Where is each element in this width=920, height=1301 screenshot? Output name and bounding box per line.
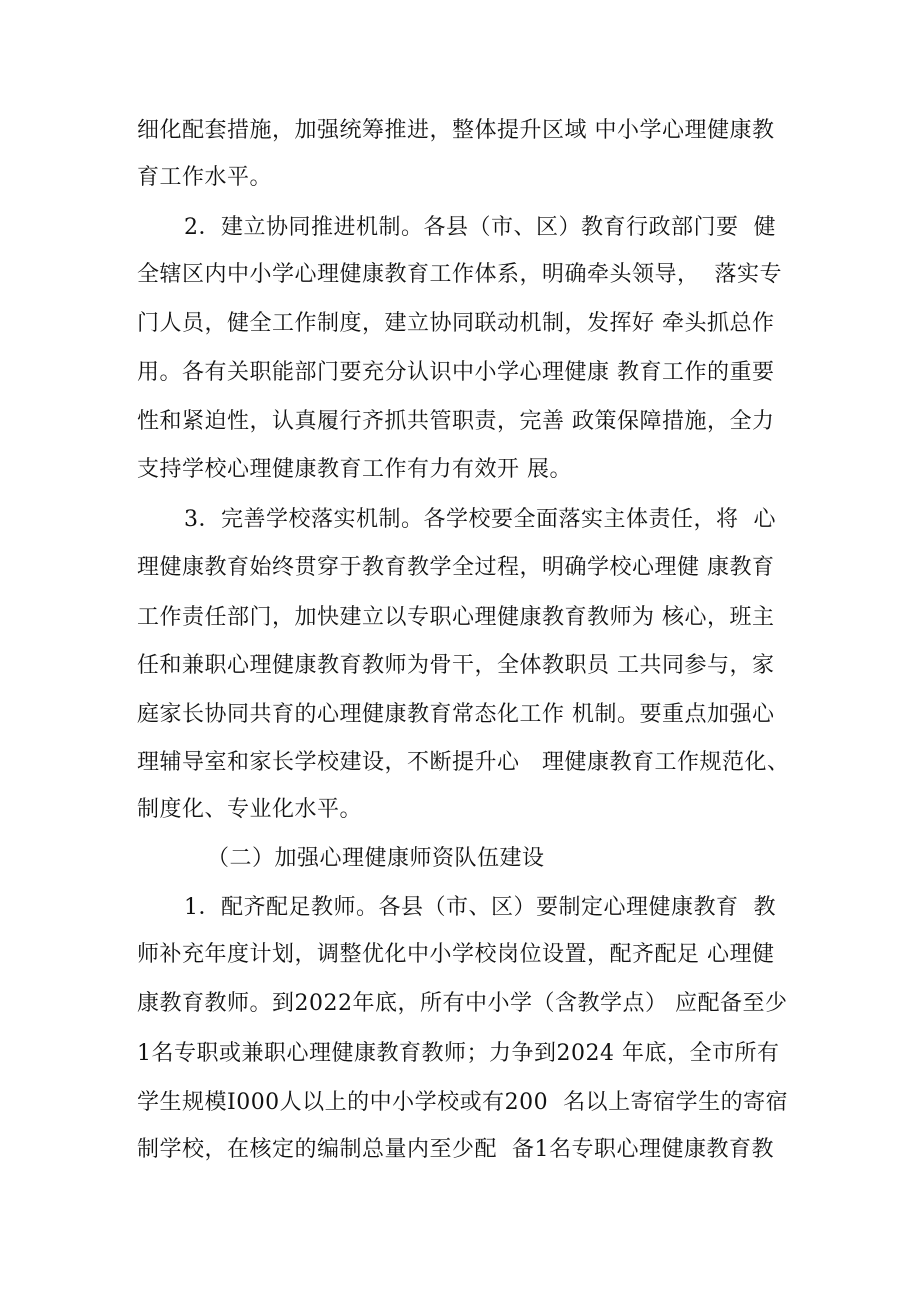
text-line: 全辖区内中小学心理健康教育工作体系，明确牵头领导， 落实专 — [137, 262, 782, 287]
text-line: 理健康教育始终贯穿于教育教学全过程，明确学校心理健 康教育 — [137, 555, 775, 580]
paragraph-start-line: 2．建立协同推进机制。各县（市、区）教育行政部门要 健 — [184, 215, 776, 240]
text-line: 庭家长协同共育的心理健康教育常态化工作 机制。要重点加强心 — [137, 702, 775, 727]
text-line: 支持学校心理健康教育工作有力有效开 展。 — [137, 457, 572, 482]
text-line: 用。各有关职能部门要充分认识中小学心理健康 教育工作的重要 — [137, 360, 775, 385]
section-heading: （二）加强心理健康师资队伍建设 — [207, 846, 545, 871]
text-line: 门人员，健全工作制度，建立协同联动机制，发挥好 牵头抓总作 — [137, 311, 775, 336]
text-line: 性和紧迫性，认真履行齐抓共管职责，完善 政策保障措施，全力 — [137, 409, 775, 434]
paragraph-start-line: 1．配齐配足教师。各县（市、区）要制定心理健康教育 教 — [184, 895, 776, 920]
text-line: 制度化、专业化水平。 — [137, 797, 363, 822]
text-line: 育工作水平。 — [137, 165, 273, 190]
text-line: 学生规模I000人以上的中小学校或有200 名以上寄宿学生的寄宿 — [137, 1090, 789, 1115]
text-line: 师补充年度计划，调整优化中小学校岗位设置，配齐配足 心理健 — [137, 942, 775, 967]
text-line: 细化配套措施，加强统筹推进，整体提升区域 中小学心理健康教 — [137, 118, 775, 143]
text-line: 工作责任部门，加快建立以专职心理健康教育教师为 核心，班主 — [137, 605, 775, 630]
paragraph-start-line: 3．完善学校落实机制。各学校要全面落实主体责任，将 心 — [184, 507, 776, 532]
text-line: 康教育教师。到2022年底，所有中小学（含教学点） 应配备至少 — [137, 991, 788, 1016]
text-line: 理辅导室和家长学校建设，不断提升心 理健康教育工作规范化、 — [137, 750, 790, 775]
text-line: 制学校，在核定的编制总量内至少配 备1名专职心理健康教育教 — [137, 1137, 774, 1162]
text-line: 1名专职或兼职心理健康教育教师；力争到2024 年底，全市所有 — [137, 1041, 780, 1066]
text-line: 任和兼职心理健康教育教师为骨干，全体教职员 工共同参与，家 — [137, 653, 775, 678]
